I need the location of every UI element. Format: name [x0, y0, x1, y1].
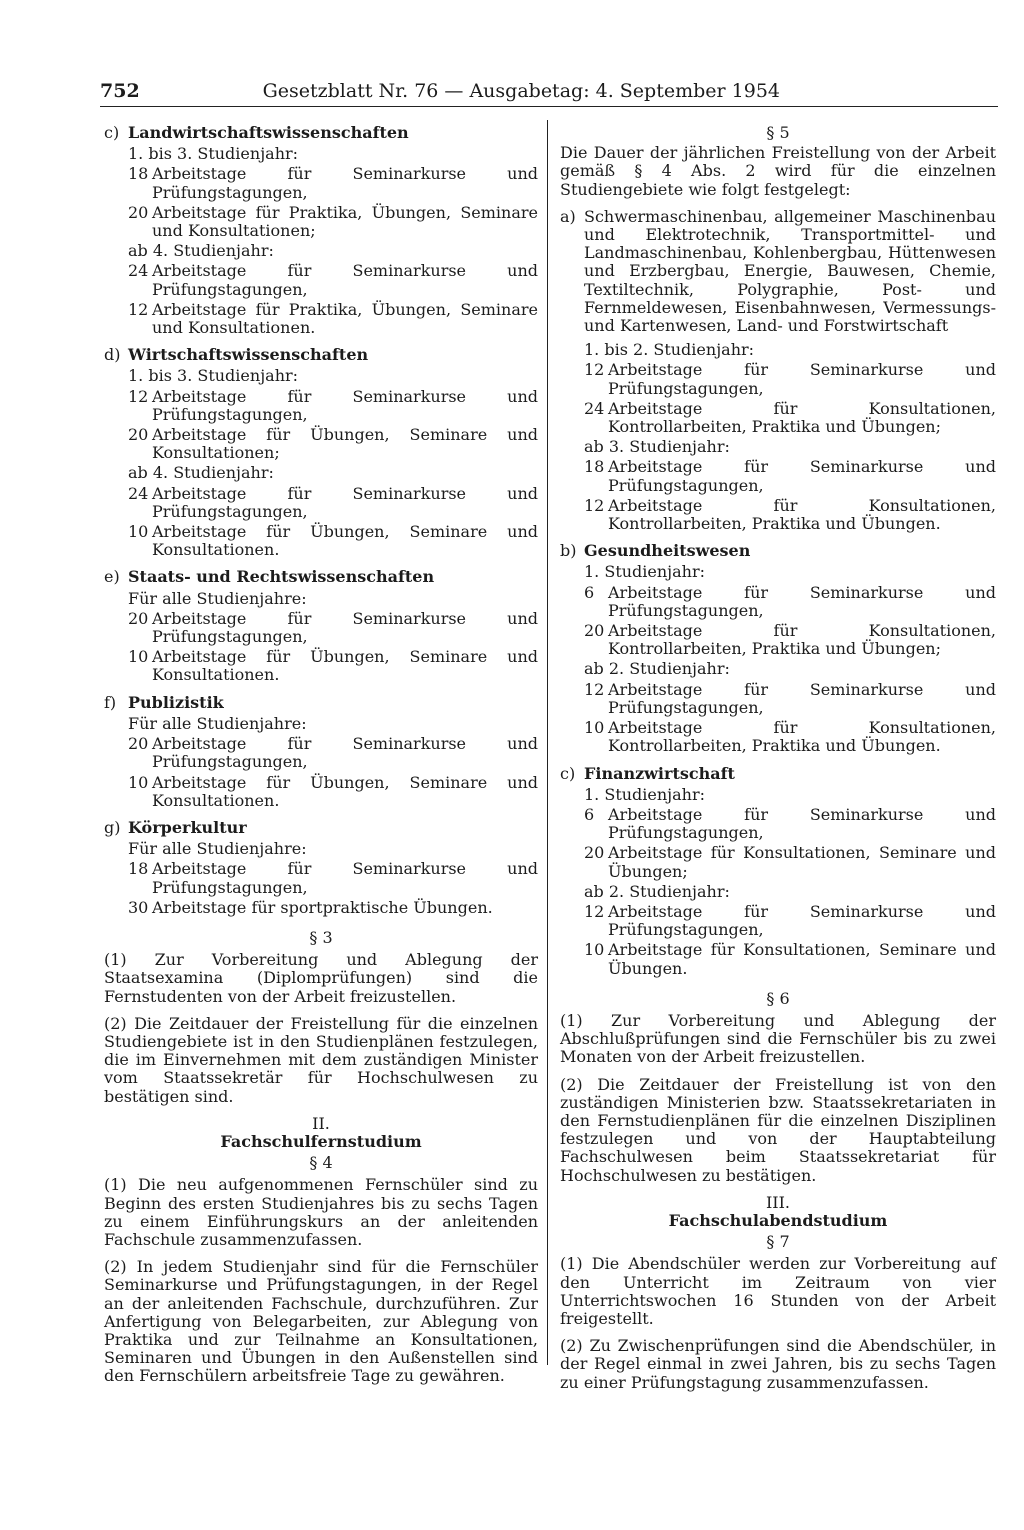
item-days: 6 — [584, 804, 595, 824]
item-days: 12 — [584, 360, 605, 380]
study-year: Für alle Studienjahre: — [128, 588, 307, 608]
list-item — [584, 719, 996, 755]
section-body — [560, 786, 996, 978]
section-letter: e) — [104, 567, 120, 587]
section-title: Gesundheitswesen — [584, 541, 751, 561]
item-text: Arbeitstage für Übungen, Seminare und Konsultationen; — [152, 425, 538, 463]
list-item — [584, 400, 996, 436]
list-item — [128, 204, 538, 240]
section-title: Finanzwirtschaft — [584, 763, 735, 783]
item-text: Arbeitstage für Konsultationen, Seminare und Übungen; — [608, 843, 996, 881]
item-text: Arbeitstage für Seminarkurse und Prüfungstagungen, — [152, 608, 538, 647]
section-a-engineering — [560, 208, 996, 533]
section-heading — [104, 568, 538, 586]
item-text: Arbeitstage für Seminarkurse und Prüfungstagungen, — [152, 386, 538, 424]
part-3-number: III. — [765, 1192, 791, 1212]
part-3-title: Fachschulabendstudium — [668, 1210, 888, 1230]
paragraph-4-clause-1: (1) Die neu aufgenommenen Fernschüler sind zu Beginn des ersten Studienjahres bis zu sechs Tagen zu einem Einführungskurs an der anleitenden Fachschule zusammenzufassen. — [104, 1175, 538, 1249]
section-body — [104, 367, 538, 559]
list-item — [128, 899, 538, 917]
list-item — [128, 860, 538, 896]
item-days: 20 — [128, 202, 149, 222]
list-item — [128, 735, 538, 771]
section-letter: c) — [104, 123, 120, 142]
list-item — [128, 301, 538, 337]
item-text: Arbeitstage für Seminarkurse und Prüfungstagungen, — [152, 261, 538, 299]
page-number: 752 — [100, 80, 140, 102]
study-year: 1. bis 2. Studienjahr: — [584, 340, 755, 360]
item-text: Arbeitstage für Übungen, Seminare und Konsultationen. — [152, 647, 538, 685]
item-days: 10 — [584, 940, 605, 960]
section-c-finance — [560, 765, 996, 978]
section-heading — [104, 694, 538, 712]
section-heading — [104, 346, 538, 364]
study-year: ab 4. Studienjahr: — [128, 241, 274, 261]
item-days: 20 — [584, 621, 605, 641]
list-item — [128, 426, 538, 462]
study-year: ab 2. Studienjahr: — [584, 659, 730, 679]
section-letter: a) — [560, 206, 576, 226]
paragraph-6-clause-2: (2) Die Zeitdauer der Freistellung ist von den zuständigen Ministerien bzw. Staatssekretariaten in den Fernstudienplänen für die einzelnen Disziplinen festzulegen und von der Hauptabteilung Fachschulwesen beim Staatssekretariat für Hochschulwesen zu bestätigen. — [560, 1074, 996, 1185]
list-item — [128, 648, 538, 684]
section-body — [560, 563, 996, 755]
section-letter: f) — [104, 692, 117, 712]
list-item — [128, 388, 538, 424]
study-year: ab 2. Studienjahr: — [584, 881, 730, 901]
item-days: 12 — [584, 679, 605, 699]
section-title: Landwirtschaftswissenschaften — [128, 123, 409, 142]
item-text: Arbeitstage für Konsultationen, Kontrollarbeiten, Praktika und Übungen. — [608, 718, 996, 756]
item-text: Arbeitstage für Seminarkurse und Prüfungstagungen, — [608, 457, 996, 495]
paragraph-5-heading: § 5 — [766, 123, 790, 142]
item-text: Arbeitstage für Seminarkurse und Prüfungstagungen, — [152, 859, 538, 897]
list-item — [128, 262, 538, 298]
item-days: 12 — [584, 495, 605, 515]
item-text: Arbeitstage für Seminarkurse und Prüfungstagungen, — [608, 901, 996, 940]
section-text: Schwermaschinenbau, allgemeiner Maschinenbau und Elektrotechnik, Transportmittel- und Landmaschinenbau, Kohlenbergbau, Hüttenwesen und Erzbergbau, Energie, Bauwesen, Chemie, Textiltechnik, Polygraphie, Post- und Fernmeldewesen, Eisenbahnwesen, Vermessungs- und Kartenwesen, Land- und Forstwirtschaft — [584, 206, 996, 336]
section-letter: d) — [104, 345, 121, 365]
item-text: Arbeitstage für Konsultationen, Kontrollarbeiten, Praktika und Übungen. — [608, 495, 996, 534]
paragraph-4-clause-2: (2) In jedem Studienjahr sind für die Fernschüler Seminarkurse und Prüfungstagungen, in der Regel an der anleitenden Fachschule, durchzuführen. Zur Anfertigung von Belegarbeiten, zur Ablegung von Praktika und zur Teilnahme an Konsultationen, Seminaren und Übungen in den Außenstellen sind den Fernschülern arbeitsfreie Tage zu gewähren. — [104, 1257, 538, 1386]
item-days: 12 — [128, 299, 149, 319]
paragraph-5-intro: Die Dauer der jährlichen Freistellung von der Arbeit gemäß § 4 Abs. 2 wird für die einzelnen Studiengebiete wie folgt festgelegt: — [560, 143, 996, 199]
item-days: 10 — [584, 718, 605, 738]
item-text: Arbeitstage für Seminarkurse und Prüfungstagungen, — [608, 360, 996, 398]
item-text: Arbeitstage für Konsultationen, Kontrollarbeiten, Praktika und Übungen; — [608, 398, 996, 437]
section-e-law — [104, 568, 538, 684]
section-b-health — [560, 542, 996, 755]
item-text: Arbeitstage für Übungen, Seminare und Konsultationen. — [152, 772, 538, 810]
section-c-agriculture — [104, 124, 538, 337]
list-item — [128, 774, 538, 810]
list-item — [584, 361, 996, 397]
list-item — [584, 903, 996, 939]
paragraph-3-heading: § 3 — [309, 927, 333, 947]
item-text: Arbeitstage für Seminarkurse und Prüfungstagungen, — [152, 164, 538, 202]
item-days: 20 — [128, 425, 149, 445]
header-rule — [100, 106, 998, 107]
item-text: Arbeitstage für Seminarkurse und Prüfungstagungen, — [152, 734, 538, 772]
section-a-fields — [560, 208, 996, 335]
item-days: 18 — [128, 859, 149, 879]
section-heading — [104, 819, 538, 837]
item-text: Arbeitstage für Praktika, Übungen, Seminare und Konsultationen; — [152, 202, 538, 241]
paragraph-7-clause-1: (1) Die Abendschüler werden zur Vorbereitung auf den Unterricht im Zeitraum von vier Unterrichtswochen 16 Stunden von der Arbeit freigestellt. — [560, 1254, 996, 1328]
list-item — [584, 458, 996, 494]
item-days: 20 — [128, 734, 149, 754]
paragraph-7-heading: § 7 — [766, 1232, 790, 1252]
part-2-title: Fachschulfernstudium — [220, 1131, 422, 1151]
page-header — [100, 78, 780, 104]
item-days: 12 — [128, 386, 149, 406]
study-year: ab 3. Studienjahr: — [584, 437, 730, 457]
section-body — [560, 341, 996, 533]
section-heading — [560, 765, 996, 783]
study-year: Für alle Studienjahre: — [128, 839, 307, 859]
item-days: 10 — [128, 772, 149, 792]
right-column — [560, 124, 996, 1401]
paragraph-6-clause-1: (1) Zur Vorbereitung und Ablegung der Abschlußprüfungen sind die Fernschüler bis zu zwei Monaten von der Arbeit freizustellen. — [560, 1010, 996, 1067]
paragraph-7-clause-2: (2) Zu Zwischenprüfungen sind die Abendschüler, in der Regel einmal in zwei Jahren, bis zu sechs Tagen zu einer Prüfungstagung zusammenzufassen. — [560, 1336, 996, 1392]
item-text: Arbeitstage für Praktika, Übungen, Seminare und Konsultationen. — [152, 299, 538, 338]
item-text: Arbeitstage für Konsultationen, Kontrollarbeiten, Praktika und Übungen; — [608, 621, 996, 659]
list-item — [584, 941, 996, 977]
item-days: 20 — [128, 608, 149, 628]
item-text: Arbeitstage für Übungen, Seminare und Konsultationen. — [152, 522, 538, 560]
list-item — [128, 165, 538, 201]
paragraph-3-clause-2: (2) Die Zeitdauer der Freistellung für die einzelnen Studiengebiete ist in den Studienplänen festzulegen, die im Einvernehmen mit dem zuständigen Minister vom Staatssekretär für Hochschulwesen zu bestätigen sind. — [104, 1013, 538, 1106]
section-letter: c) — [560, 763, 576, 783]
item-days: 20 — [584, 843, 605, 863]
list-item — [584, 622, 996, 658]
section-body — [104, 590, 538, 685]
item-text: Arbeitstage für Seminarkurse und Prüfungstagungen, — [608, 679, 996, 717]
item-days: 24 — [128, 261, 149, 281]
section-title: Staats- und Rechtswissenschaften — [128, 567, 435, 587]
list-item — [128, 485, 538, 521]
section-body — [104, 715, 538, 810]
study-year: 1. bis 3. Studienjahr: — [128, 366, 299, 386]
item-text: Arbeitstage für Seminarkurse und Prüfungstagungen, — [152, 483, 538, 521]
section-f-journalism — [104, 694, 538, 810]
paragraph-6-heading: § 6 — [766, 988, 790, 1008]
paragraph-3-clause-1: (1) Zur Vorbereitung und Ablegung der Staatsexamina (Diplomprüfungen) sind die Fernstudenten von der Arbeit freizustellen. — [104, 950, 538, 1006]
part-2-number: II. — [312, 1113, 330, 1133]
item-days: 30 — [128, 897, 149, 917]
study-year: Für alle Studienjahre: — [128, 713, 307, 733]
study-year: 1. bis 3. Studienjahr: — [128, 144, 299, 164]
list-item — [584, 681, 996, 717]
item-days: 24 — [584, 398, 605, 418]
column-divider — [547, 120, 548, 1365]
item-text: Arbeitstage für Seminarkurse und Prüfungstagungen, — [608, 582, 996, 620]
left-column — [104, 124, 538, 1395]
list-item — [584, 584, 996, 620]
section-title: Wirtschaftswissenschaften — [128, 345, 369, 365]
section-g-physical-culture — [104, 819, 538, 917]
item-days: 18 — [128, 164, 149, 184]
list-item — [584, 844, 996, 880]
paragraph-4-heading: § 4 — [309, 1153, 333, 1173]
section-d-economics — [104, 346, 538, 559]
item-days: 24 — [128, 483, 149, 503]
list-item — [128, 523, 538, 559]
list-item — [584, 497, 996, 533]
section-body — [104, 840, 538, 917]
study-year: 1. Studienjahr: — [584, 784, 706, 804]
section-heading — [560, 542, 996, 560]
item-days: 10 — [128, 647, 149, 667]
section-letter: b) — [560, 541, 577, 561]
item-days: 12 — [584, 901, 605, 921]
item-text: Arbeitstage für Seminarkurse und Prüfungstagungen, — [608, 804, 996, 843]
header-title: Gesetzblatt Nr. 76 — Ausgabetag: 4. September 1954 — [262, 80, 780, 102]
list-item — [584, 806, 996, 842]
item-days: 18 — [584, 457, 605, 477]
item-text: Arbeitstage für Konsultationen, Seminare und Übungen. — [608, 940, 996, 978]
section-heading — [104, 124, 538, 142]
section-letter: g) — [104, 817, 121, 837]
study-year: 1. Studienjahr: — [584, 562, 706, 582]
item-text: Arbeitstage für sportpraktische Übungen. — [152, 897, 493, 917]
section-body — [104, 145, 538, 337]
section-title: Publizistik — [128, 692, 224, 712]
study-year: ab 4. Studienjahr: — [128, 463, 274, 483]
section-title: Körperkultur — [128, 817, 247, 837]
list-item — [128, 610, 538, 646]
item-days: 6 — [584, 582, 595, 602]
item-days: 10 — [128, 522, 149, 542]
